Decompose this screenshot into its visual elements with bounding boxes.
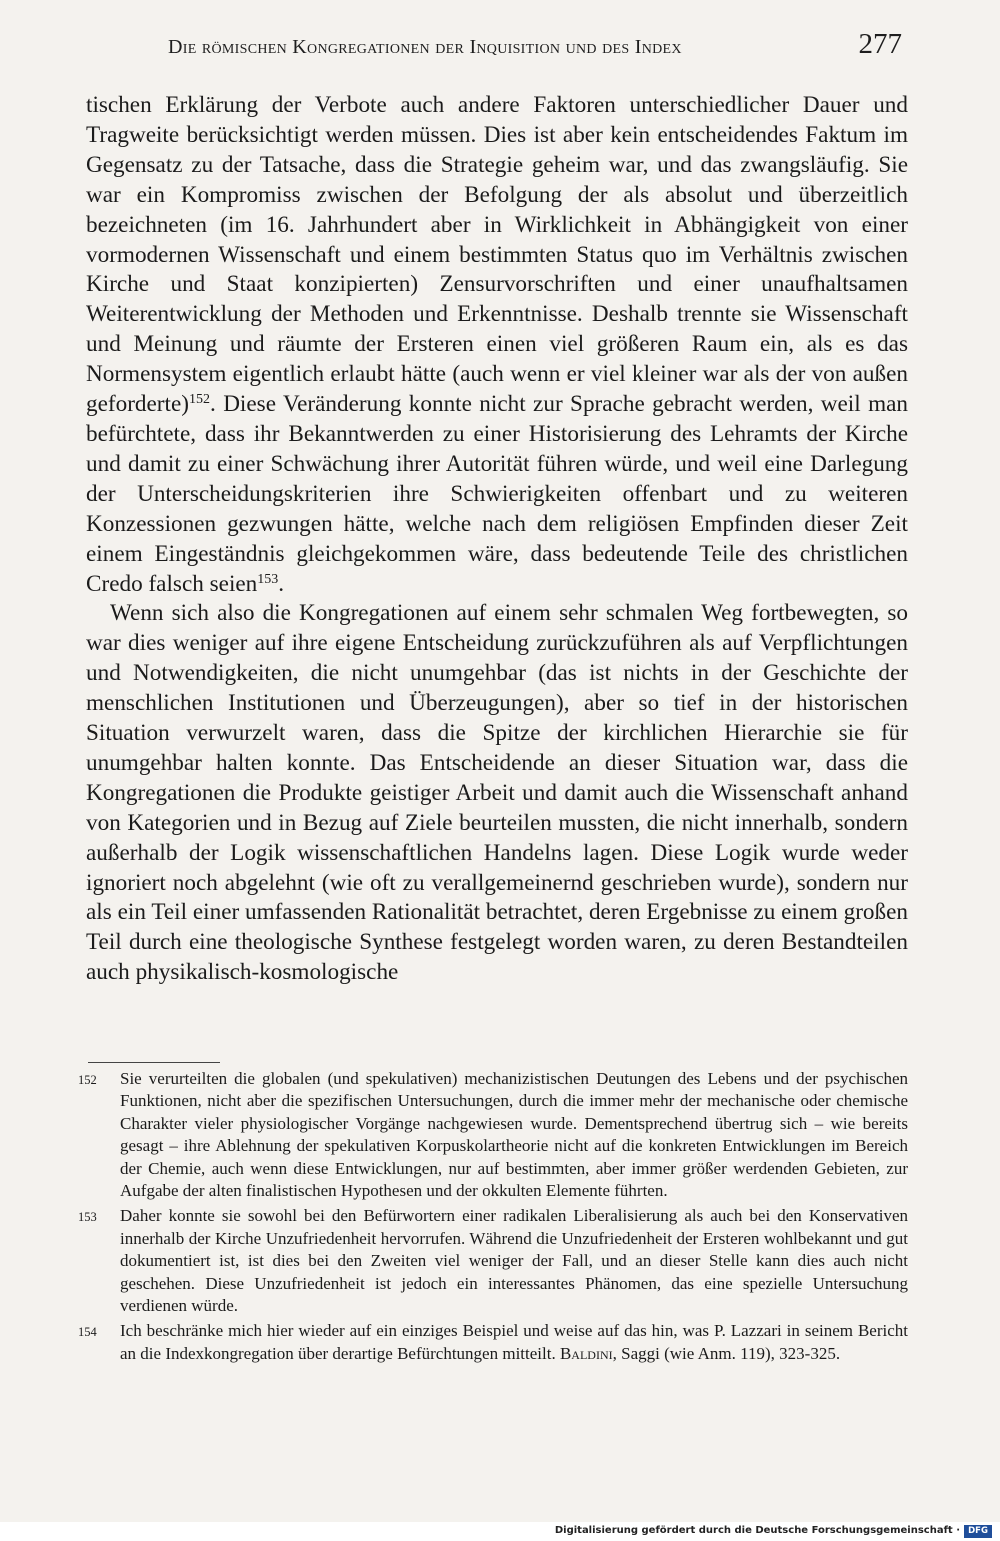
page-number: 277 [858,28,902,60]
running-title: Die römischen Kongregationen der Inquisition und des Index [168,36,682,58]
footnote-number: 152 [78,1073,97,1087]
dfg-logo-icon: DFG [964,1525,992,1538]
footnote-text: Daher konnte sie sowohl bei den Befürwortern einer radikalen Liberalisierung als auch bei den Konservativen innerhalb der Kirche Unzufriedenheit hervorrufen. Während die Unzufriedenheit der Ersteren wohlbekannt und gut dokumentiert ist, ist dies bei den Zweiten viel weniger der Fall, und an dieser Stelle kann dies auch nicht geschehen. Diese Unzufriedenheit ist jedoch ein interessantes Phänomen, das eine spezielle Untersuchung verdienen würde. [120,1206,908,1316]
author-name: Baldini [559,1343,613,1363]
footnote-text-part-a: Ich beschränke mich hier wieder auf ein einziges Beispiel und weise auf das hin, was P. Lazzari in seinem Bericht an die Indexkongregation über derartige Befürchtungen mitteilt. [120,1321,908,1363]
footnote-text: Sie verurteilten die globalen (und spekulativen) mechanizistischen Deutungen des Lebens und der psychischen Funktionen, nicht aber die spezifischen Untersuchungen, durch die immer mehr der mechanische oder chemische Charakter vieler physiologischer Vorgänge nachgewiesen wurde. Dementsprechend übertrug sich – wie bereits gesagt – ihre Ablehnung der spekulativen Korpuskolartheorie nicht auf die konkreten Entwicklungen im Bereich der Chemie, auch wenn diese Entwicklungen, nur auf bestimmten, aber immer größer werdenden Gebieten, zur Aufgabe der alten finalistischen Hypothesen und der okkulten Elemente führten. [120,1069,908,1201]
footnote-divider [88,1062,220,1063]
footnote-text [120,1321,908,1362]
running-head [168,28,908,68]
paragraph-1 [86,91,908,599]
paragraph-1-part-a: tischen Erklärung der Verbote auch andere Faktoren unterschiedlicher Dauer und Tragweite berücksichtigt werden müssen. Dies ist aber kein entscheidendes Faktum im Gegensatz zu der Tatsache, dass die Strategie geheim war, und das zwangsläufig. Sie war ein Kompromiss zwischen der Befolgung der als absolut und überzeitlich bezeichneten (im 16. Jahrhundert aber in Wirklichkeit in Abhängigkeit von einer vormodernen Wissenschaft und einem bestimmten Status quo im Verhältnis zwischen Kirche und Staat konzipierten) Zensurvorschriften und einer unaufhaltsamen Weiterentwicklung der Methoden und Erkenntnisse. Deshalb trennte sie Wissenschaft und Meinung und räumte der Ersteren einen viel größeren Raum ein, als es das Normensystem eigentlich erlaubt hätte (auch wenn er viel kleiner war als der von außen geforderte) [86,92,908,418]
paragraph-1-part-c: . [278,570,285,597]
footnote-number: 154 [78,1325,97,1340]
paragraph-1-part-b: . Diese Veränderung konnte nicht zur Sprache gebracht werden, weil man befürchtete, dass ihr Bekanntwerden zu einer Historisierung des Lehramts der Kirche und damit zu einer Schwächung ihrer Autorität führen würde, und weil eine Darlegung der Unterscheidungskriterien ihre Schwierigkeiten offenbart und zu weiteren Konzessionen gezwungen hätte, welche nach dem religiösen Empfinden dieser Zeit einem Eingeständnis gleichgekommen wäre, dass bedeutende Teile des christlichen Credo falsch seien [86,391,908,597]
footnote-154 [78,1320,908,1365]
paragraph-2: Wenn sich also die Kongregationen auf einem sehr schmalen Weg fortbewegten, so war dies weniger auf ihre eigene Entscheidung zurückzuführen als auf Verpflichtungen und Notwendigkeiten, die nicht unumgehbar (das ist nichts in der Geschichte der menschlichen Institutionen und Überzeugungen), aber so tief in der historischen Situation verwurzelt waren, dass die Spitze der kirchlichen Hierarchie sie für unumgehbar halten konnte. Das Entscheidende an dieser Situation war, dass die Kongregationen die Produkte geistiger Arbeit und damit auch die Wissenschaft anhand von Kategorien und in Bezug auf Ziele beurteilen mussten, die nicht innerhalb, sondern außerhalb der Logik wissenschaftlichen Handelns lagen. Diese Logik wurde weder ignoriert noch abgelehnt (wie oft zu verallgemeinernd geschrieben wurde), sondern nur als ein Teil einer umfassenden Rationalität betrachtet, deren Ergebnisse zu einem großen Teil durch eine theologische Synthese festgelegt worden waren, zu deren Bestandteilen auch physikalisch-kosmologische [86,600,908,986]
footnotes [78,1068,908,1368]
footnote-ref-153[interactable]: 153 [257,571,279,587]
footnote-152 [78,1068,908,1202]
footnote-ref-152[interactable]: 152 [189,392,210,408]
footnote-text-part-b: , Saggi (wie Anm. 119), 323-325. [612,1343,841,1363]
footnote-153 [78,1205,908,1317]
main-text [86,91,908,988]
digitization-credit-bar [0,1522,1000,1541]
digitization-credit: Digitalisierung gefördert durch die Deutsche Forschungsgemeinschaft · [554,1525,960,1536]
footnote-number: 153 [78,1210,97,1225]
